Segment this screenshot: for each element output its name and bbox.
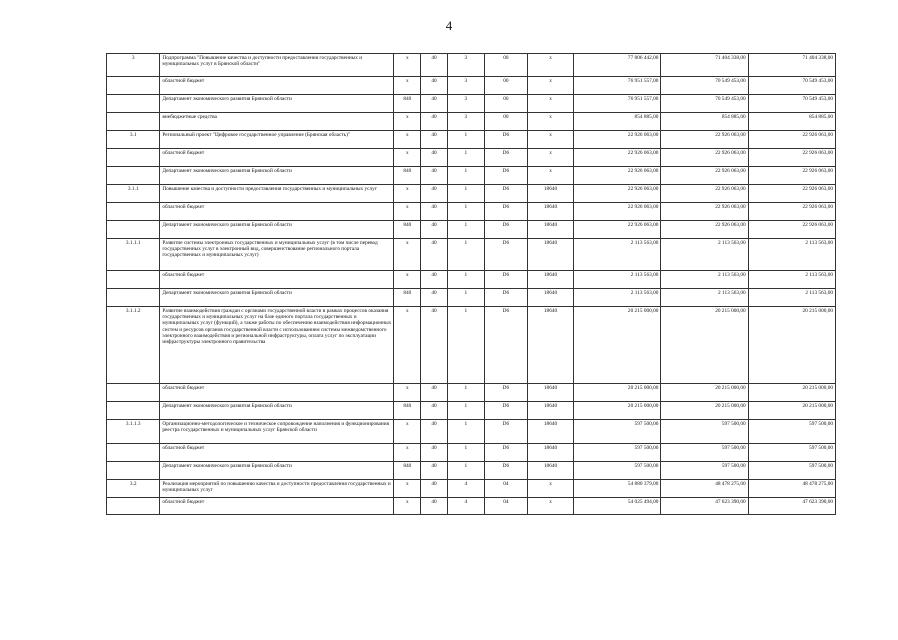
amount-year1-cell: 76 951 557,00 <box>574 95 661 113</box>
amount-year1-cell: 22 926 063,00 <box>574 203 661 221</box>
main-event-cell: 04 <box>484 498 527 515</box>
direction-cell: 18640 <box>527 289 573 307</box>
grbs-cell: x <box>394 271 421 289</box>
amount-year3-cell: 597 500,00 <box>748 444 835 462</box>
program-cell: 40 <box>421 131 448 149</box>
amount-year1-cell: 22 926 063,00 <box>574 167 661 185</box>
amount-year1-cell: 2 113 563,00 <box>574 271 661 289</box>
direction-cell: 18640 <box>527 420 573 444</box>
table-row <box>107 167 836 185</box>
amount-year2-cell: 22 926 063,00 <box>661 203 748 221</box>
code-cell: 3.2 <box>107 480 160 498</box>
amount-year3-cell: 20 215 000,00 <box>748 402 835 420</box>
amount-year3-cell: 47 623 390,00 <box>748 498 835 515</box>
main-event-cell: D6 <box>484 167 527 185</box>
table-row <box>107 271 836 289</box>
amount-year3-cell: 597 500,00 <box>748 420 835 444</box>
amount-year1-cell: 54 880 379,00 <box>574 480 661 498</box>
name-cell: Департамент экономического развития Брянской области <box>160 402 394 420</box>
code-cell <box>107 462 160 480</box>
code-cell: 3.1.1.3 <box>107 420 160 444</box>
subprogram-cell: 1 <box>447 149 484 167</box>
program-cell: 40 <box>421 167 448 185</box>
amount-year1-cell: 20 215 000,00 <box>574 384 661 402</box>
amount-year2-cell: 597 500,00 <box>661 420 748 444</box>
amount-year2-cell: 2 113 563,00 <box>661 289 748 307</box>
table-row <box>107 149 836 167</box>
subprogram-cell: 1 <box>447 239 484 271</box>
direction-cell: x <box>527 54 573 77</box>
subprogram-cell: 1 <box>447 167 484 185</box>
subprogram-cell: 1 <box>447 402 484 420</box>
grbs-cell: x <box>394 185 421 203</box>
direction-cell: x <box>527 149 573 167</box>
program-cell: 40 <box>421 420 448 444</box>
name-cell: Департамент экономического развития Брянской области <box>160 462 394 480</box>
code-cell <box>107 113 160 131</box>
budget-table <box>106 53 836 515</box>
amount-year3-cell: 22 926 063,00 <box>748 185 835 203</box>
grbs-cell: x <box>394 498 421 515</box>
name-cell: Региональный проект "Цифровое государственное управление (Брянская область)" <box>160 131 394 149</box>
direction-cell: x <box>527 498 573 515</box>
program-cell: 40 <box>421 149 448 167</box>
direction-cell: 18640 <box>527 239 573 271</box>
direction-cell: x <box>527 480 573 498</box>
subprogram-cell: 1 <box>447 289 484 307</box>
name-cell: Развитие взаимодействия граждан с органами государственной власти в рамках процессов оказания государственных и муниципальных услуг на базе единого портала государственных и муниципальных услуг (функций), а также работы по обеспечению взаимодействия информационных систем и ресурсов органов государственной власти с использованием системы межведомственного электронного взаимодействия и региональной инфраструктуры, оплата услуг по эксплуатации инфраструктуры электронного правительства <box>160 307 394 384</box>
code-cell <box>107 149 160 167</box>
direction-cell: x <box>527 95 573 113</box>
amount-year1-cell: 22 926 063,00 <box>574 131 661 149</box>
amount-year2-cell: 2 113 563,00 <box>661 271 748 289</box>
name-cell: областной бюджет <box>160 271 394 289</box>
code-cell: 3 <box>107 54 160 77</box>
amount-year3-cell: 854 885,00 <box>748 113 835 131</box>
name-cell: областной бюджет <box>160 444 394 462</box>
direction-cell: 18640 <box>527 185 573 203</box>
direction-cell: 18640 <box>527 384 573 402</box>
grbs-cell: 840 <box>394 167 421 185</box>
grbs-cell: x <box>394 131 421 149</box>
subprogram-cell: 1 <box>447 185 484 203</box>
code-cell: 3.1.1.1 <box>107 239 160 271</box>
direction-cell: 18640 <box>527 444 573 462</box>
code-cell: 3.1.1.2 <box>107 307 160 384</box>
name-cell: Департамент экономического развития Брянской области <box>160 95 394 113</box>
table-row <box>107 480 836 498</box>
amount-year2-cell: 70 549 453,00 <box>661 95 748 113</box>
amount-year1-cell: 20 215 000,00 <box>574 402 661 420</box>
main-event-cell: D6 <box>484 384 527 402</box>
main-event-cell: D6 <box>484 149 527 167</box>
table-row <box>107 239 836 271</box>
subprogram-cell: 1 <box>447 307 484 384</box>
table-row <box>107 462 836 480</box>
code-cell: 3.1.1 <box>107 185 160 203</box>
main-event-cell: D6 <box>484 444 527 462</box>
direction-cell: 18640 <box>527 221 573 239</box>
name-cell: Развитие системы электронных государственных и муниципальных услуг (в том числе перевод государственных услуг в электронный вид, совершенствование регионального портала государственных и муниципальных услуг) <box>160 239 394 271</box>
page-number: 4 <box>445 18 453 33</box>
code-cell <box>107 95 160 113</box>
name-cell: областной бюджет <box>160 149 394 167</box>
main-event-cell: D6 <box>484 307 527 384</box>
amount-year3-cell: 48 478 275,00 <box>748 480 835 498</box>
amount-year1-cell: 20 215 000,00 <box>574 307 661 384</box>
table-row <box>107 307 836 384</box>
main-event-cell: D6 <box>484 420 527 444</box>
code-cell <box>107 203 160 221</box>
table-row <box>107 402 836 420</box>
name-cell: Повышение качества и доступности предоставления государственных и муниципальных услуг <box>160 185 394 203</box>
program-cell: 40 <box>421 239 448 271</box>
subprogram-cell: 1 <box>447 221 484 239</box>
amount-year1-cell: 854 885,00 <box>574 113 661 131</box>
amount-year3-cell: 2 113 563,00 <box>748 289 835 307</box>
subprogram-cell: 1 <box>447 131 484 149</box>
amount-year3-cell: 20 215 000,00 <box>748 384 835 402</box>
grbs-cell: x <box>394 384 421 402</box>
table-row <box>107 54 836 77</box>
amount-year2-cell: 22 926 063,00 <box>661 167 748 185</box>
amount-year2-cell: 597 500,00 <box>661 462 748 480</box>
name-cell: областной бюджет <box>160 384 394 402</box>
amount-year3-cell: 70 549 453,00 <box>748 77 835 95</box>
grbs-cell: x <box>394 113 421 131</box>
amount-year2-cell: 22 926 063,00 <box>661 131 748 149</box>
grbs-cell: 840 <box>394 289 421 307</box>
program-cell: 40 <box>421 498 448 515</box>
subprogram-cell: 3 <box>447 77 484 95</box>
name-cell: Организационно-методологическое и техническое сопровождение наполнения и функционирования реестра государственных и муниципальных услуг Брянской области <box>160 420 394 444</box>
amount-year2-cell: 22 926 063,00 <box>661 221 748 239</box>
subprogram-cell: 1 <box>447 420 484 444</box>
amount-year3-cell: 71 404 338,00 <box>748 54 835 77</box>
amount-year1-cell: 597 500,00 <box>574 420 661 444</box>
main-event-cell: D6 <box>484 221 527 239</box>
amount-year2-cell: 20 215 000,00 <box>661 402 748 420</box>
main-event-cell: 00 <box>484 95 527 113</box>
subprogram-cell: 4 <box>447 498 484 515</box>
subprogram-cell: 3 <box>447 95 484 113</box>
code-cell: 3.1 <box>107 131 160 149</box>
program-cell: 40 <box>421 307 448 384</box>
amount-year2-cell: 71 404 338,00 <box>661 54 748 77</box>
table-row <box>107 77 836 95</box>
direction-cell: x <box>527 77 573 95</box>
amount-year1-cell: 22 926 063,00 <box>574 185 661 203</box>
program-cell: 40 <box>421 95 448 113</box>
code-cell <box>107 444 160 462</box>
amount-year2-cell: 20 215 000,00 <box>661 384 748 402</box>
amount-year3-cell: 2 113 563,00 <box>748 239 835 271</box>
name-cell: областной бюджет <box>160 498 394 515</box>
subprogram-cell: 1 <box>447 271 484 289</box>
program-cell: 40 <box>421 54 448 77</box>
main-event-cell: 00 <box>484 113 527 131</box>
grbs-cell: x <box>394 420 421 444</box>
subprogram-cell: 1 <box>447 203 484 221</box>
table-row <box>107 289 836 307</box>
amount-year1-cell: 2 113 563,00 <box>574 239 661 271</box>
name-cell: Департамент экономического развития Брянской области <box>160 289 394 307</box>
amount-year3-cell: 22 926 063,00 <box>748 131 835 149</box>
grbs-cell: x <box>394 149 421 167</box>
direction-cell: x <box>527 113 573 131</box>
code-cell <box>107 402 160 420</box>
main-event-cell: D6 <box>484 131 527 149</box>
amount-year2-cell: 20 215 000,00 <box>661 307 748 384</box>
amount-year1-cell: 22 926 063,00 <box>574 221 661 239</box>
name-cell: Реализация мероприятий по повышению качества и доступности предоставления государственных и муниципальных услуг <box>160 480 394 498</box>
amount-year2-cell: 597 500,00 <box>661 444 748 462</box>
table-row <box>107 384 836 402</box>
program-cell: 40 <box>421 113 448 131</box>
amount-year1-cell: 597 500,00 <box>574 444 661 462</box>
name-cell: Департамент экономического развития Брянской области <box>160 221 394 239</box>
table-row <box>107 444 836 462</box>
amount-year1-cell: 597 500,00 <box>574 462 661 480</box>
program-cell: 40 <box>421 480 448 498</box>
grbs-cell: 840 <box>394 402 421 420</box>
table-row <box>107 131 836 149</box>
direction-cell: 18640 <box>527 271 573 289</box>
main-event-cell: D6 <box>484 402 527 420</box>
name-cell: Подпрограмма "Повышение качества и доступности предоставления государственных и муниципальных услуг в Брянской области" <box>160 54 394 77</box>
amount-year1-cell: 77 806 442,00 <box>574 54 661 77</box>
main-event-cell: D6 <box>484 271 527 289</box>
subprogram-cell: 3 <box>447 54 484 77</box>
amount-year2-cell: 48 478 275,00 <box>661 480 748 498</box>
subprogram-cell: 3 <box>447 113 484 131</box>
code-cell <box>107 167 160 185</box>
code-cell <box>107 77 160 95</box>
name-cell: внебюджетные средства <box>160 113 394 131</box>
grbs-cell: 840 <box>394 462 421 480</box>
table-row <box>107 185 836 203</box>
amount-year2-cell: 22 926 063,00 <box>661 149 748 167</box>
amount-year1-cell: 54 025 494,00 <box>574 498 661 515</box>
amount-year3-cell: 2 113 563,00 <box>748 271 835 289</box>
amount-year3-cell: 22 926 063,00 <box>748 221 835 239</box>
name-cell: областной бюджет <box>160 77 394 95</box>
amount-year2-cell: 854 885,00 <box>661 113 748 131</box>
program-cell: 40 <box>421 444 448 462</box>
table-row <box>107 203 836 221</box>
amount-year3-cell: 22 926 063,00 <box>748 167 835 185</box>
subprogram-cell: 1 <box>447 444 484 462</box>
main-event-cell: D6 <box>484 289 527 307</box>
grbs-cell: x <box>394 77 421 95</box>
amount-year2-cell: 2 113 563,00 <box>661 239 748 271</box>
name-cell: областной бюджет <box>160 203 394 221</box>
code-cell <box>107 384 160 402</box>
grbs-cell: x <box>394 54 421 77</box>
amount-year2-cell: 47 623 390,00 <box>661 498 748 515</box>
grbs-cell: x <box>394 307 421 384</box>
grbs-cell: x <box>394 480 421 498</box>
program-cell: 40 <box>421 462 448 480</box>
amount-year3-cell: 70 549 453,00 <box>748 95 835 113</box>
main-event-cell: D6 <box>484 462 527 480</box>
grbs-cell: x <box>394 239 421 271</box>
table-row <box>107 95 836 113</box>
program-cell: 40 <box>421 203 448 221</box>
direction-cell: x <box>527 167 573 185</box>
table-row <box>107 113 836 131</box>
program-cell: 40 <box>421 77 448 95</box>
main-event-cell: 04 <box>484 480 527 498</box>
table-row <box>107 420 836 444</box>
amount-year3-cell: 22 926 063,00 <box>748 203 835 221</box>
table-row <box>107 498 836 515</box>
subprogram-cell: 4 <box>447 480 484 498</box>
main-event-cell: 00 <box>484 77 527 95</box>
table-row <box>107 221 836 239</box>
program-cell: 40 <box>421 271 448 289</box>
grbs-cell: 840 <box>394 221 421 239</box>
amount-year2-cell: 70 549 453,00 <box>661 77 748 95</box>
name-cell: Департамент экономического развития Брянской области <box>160 167 394 185</box>
amount-year3-cell: 22 926 063,00 <box>748 149 835 167</box>
amount-year1-cell: 22 926 063,00 <box>574 149 661 167</box>
amount-year3-cell: 20 215 000,00 <box>748 307 835 384</box>
amount-year1-cell: 2 113 563,00 <box>574 289 661 307</box>
main-event-cell: D6 <box>484 203 527 221</box>
grbs-cell: x <box>394 444 421 462</box>
direction-cell: 18640 <box>527 462 573 480</box>
main-event-cell: 00 <box>484 54 527 77</box>
direction-cell: 18640 <box>527 307 573 384</box>
direction-cell: 18640 <box>527 203 573 221</box>
subprogram-cell: 1 <box>447 384 484 402</box>
grbs-cell: x <box>394 203 421 221</box>
program-cell: 40 <box>421 402 448 420</box>
program-cell: 40 <box>421 289 448 307</box>
code-cell <box>107 289 160 307</box>
program-cell: 40 <box>421 185 448 203</box>
main-event-cell: D6 <box>484 185 527 203</box>
amount-year1-cell: 76 951 557,00 <box>574 77 661 95</box>
direction-cell: 18640 <box>527 402 573 420</box>
code-cell <box>107 221 160 239</box>
grbs-cell: 840 <box>394 95 421 113</box>
direction-cell: x <box>527 131 573 149</box>
amount-year2-cell: 22 926 063,00 <box>661 185 748 203</box>
program-cell: 40 <box>421 221 448 239</box>
code-cell <box>107 498 160 515</box>
main-event-cell: D6 <box>484 239 527 271</box>
subprogram-cell: 1 <box>447 462 484 480</box>
program-cell: 40 <box>421 384 448 402</box>
amount-year3-cell: 597 500,00 <box>748 462 835 480</box>
code-cell <box>107 271 160 289</box>
